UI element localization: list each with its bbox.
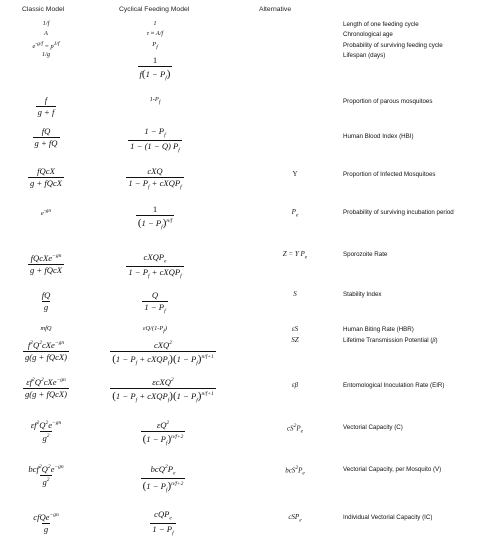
- classic-cell: $\frac{\varepsilon f^2Q^2e^{-gn}}{g^2}$: [30, 419, 62, 444]
- classic-cell: 1/g: [41, 51, 51, 58]
- description-cell: Individual Vectorial Capacity (IC): [343, 514, 433, 521]
- classic-cell: $\frac{cfQe^{-gn}}{g}$: [33, 511, 59, 535]
- description-cell: Vectorial Capacity (C): [343, 424, 403, 431]
- cyclical-cell: $\frac{1 - P_f}{1 - (1 - Q) P_f}$: [130, 126, 180, 154]
- header-classic-model: Classic Model: [22, 6, 65, 13]
- cyclical-cell: $\frac{1}{f(1 - P_f)}$: [139, 55, 171, 83]
- description-cell: Stability Index: [343, 291, 382, 298]
- description-cell: Probability of surviving incubation period: [343, 209, 454, 216]
- alternative-cell: εβ: [291, 381, 299, 389]
- classic-cell: 1/f: [42, 20, 50, 27]
- cyclical-cell: $\varepsilon Q/(1-P_f)$: [143, 325, 167, 335]
- cyclical-cell: $1-P_f$: [149, 96, 161, 106]
- description-cell: Chronological age: [343, 31, 393, 38]
- cyclical-cell: $P_f$: [152, 41, 158, 51]
- alternative-cell: S: [293, 290, 297, 298]
- classic-cell: mfQ: [40, 325, 52, 332]
- description-cell: Length of one feeding cycle: [343, 21, 419, 28]
- description-cell: Lifetime Transmission Potential (β): [343, 337, 438, 344]
- classic-cell: $\frac{fQ}{g}$: [41, 290, 51, 313]
- description-cell: Lifespan (days): [343, 52, 386, 59]
- classic-cell: $e^{-g/f} = p^{1/f}$: [32, 41, 60, 51]
- classic-cell: $\frac{bcf^2Q^2e^{-gn}}{g^2}$: [28, 463, 64, 488]
- description-cell: Human Biting Rate (HBR): [343, 326, 414, 333]
- description-cell: Vectorial Capacity, per Mosquito (V): [343, 466, 442, 473]
- description-cell: Human Blood Index (HBI): [343, 133, 414, 140]
- alternative-cell: Z = Y $P_e$: [282, 250, 308, 261]
- cyclical-cell: $\frac{Q}{1 - P_f}$: [144, 290, 166, 316]
- alternative-cell: $bcS^2P_e$: [285, 465, 305, 477]
- alternative-cell: εS: [291, 325, 299, 333]
- alternative-cell: SZ: [291, 336, 299, 344]
- classic-cell: $e^{-gn}$: [40, 208, 52, 218]
- alternative-cell: Y: [292, 170, 298, 178]
- classic-cell: $\frac{\text{fQcX}}{\text{g + fQcX}}$: [29, 166, 63, 189]
- description-cell: Probability of surviving feeding cycle: [343, 42, 443, 49]
- description-cell: Proportion of Infected Mosquitoes: [343, 171, 436, 178]
- alternative-cell: $P_e$: [291, 208, 299, 219]
- header-cyclical-model: Cyclical Feeding Model: [119, 6, 190, 13]
- cyclical-cell: 1: [153, 20, 157, 27]
- alternative-cell: cSP$_e$: [288, 513, 302, 524]
- cyclical-cell: $\frac{\text{cXQ}}{1 - P_f + cXQP_f}$: [128, 166, 182, 192]
- cyclical-cell: $\frac{bcQ^2P_e}{(1 - P_f)^{n/f+2}}$: [142, 463, 184, 494]
- cyclical-cell: $\frac{cQP_e}{1 - P_f}$: [152, 509, 174, 537]
- classic-cell: $\frac{fQcXe^{-gn}}{\text{g + fQcX}}$: [29, 252, 63, 276]
- classic-cell: $\frac{\varepsilon f^2Q^2cXe^{-gn}}{\text{g(g + fQcX)}}$: [24, 376, 68, 400]
- cyclical-cell: $\frac{\varepsilon Q^2}{(1 - P_f)^{n/f+2}}$: [142, 419, 184, 448]
- header-alternative: Alternative: [259, 6, 292, 13]
- cyclical-cell: $\frac{cXQP_e}{1 - P_f + cXQP_f}$: [128, 252, 182, 280]
- alternative-cell: $cS^2P_e$: [286, 423, 304, 435]
- cyclical-cell: τ ≈ A/f: [146, 30, 164, 37]
- cyclical-cell: $\frac{1}{(1 - P_f)^{n/f}}$: [137, 204, 173, 232]
- description-cell: Sporozoite Rate: [343, 251, 388, 258]
- description-cell: Proportion of parous mosquitoes: [343, 98, 433, 105]
- classic-cell: $\frac{f}{g + f}$: [37, 95, 55, 118]
- description-cell: Entomological Inoculation Rate (EIR): [343, 382, 445, 389]
- classic-cell: $\frac{fQ}{g + fQ}$: [34, 126, 58, 149]
- classic-cell: A: [44, 30, 48, 37]
- classic-cell: $\frac{f^2Q^2cXe^{-gn}}{\text{g(g + fQcX)}}$: [24, 339, 68, 363]
- cyclical-cell: $\frac{\varepsilon cXQ^2}{(1 - P_f + cXQP_f)(1 - P_f)^{n/f+1}}$: [112, 376, 214, 405]
- cyclical-cell: $\frac{cXQ^2}{(1 - P_f + cXQP_f)(1 - P_f)^{n/f+1}}$: [112, 339, 214, 368]
